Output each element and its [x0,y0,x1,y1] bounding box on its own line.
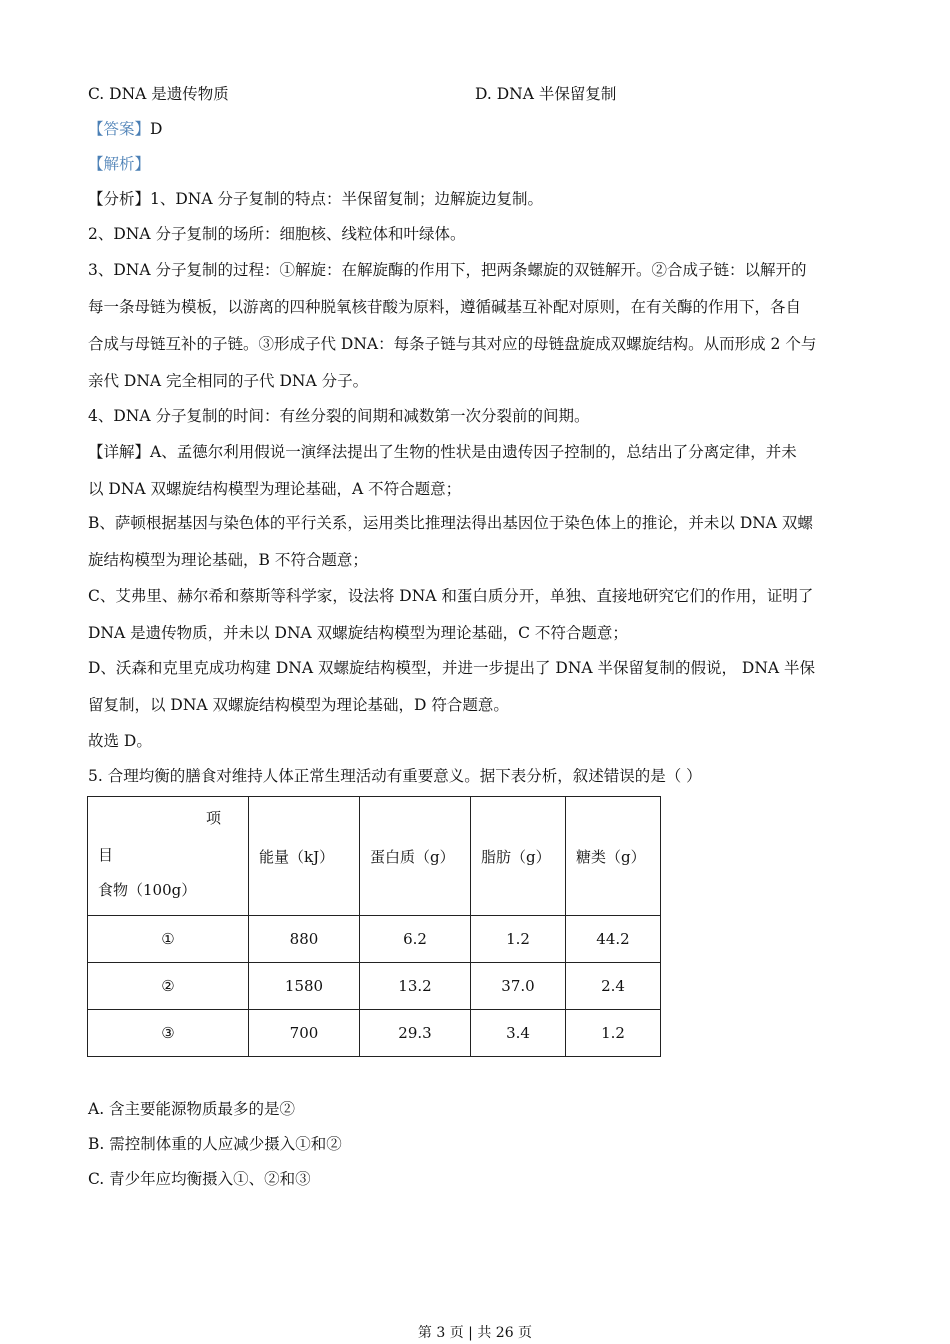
protein-cell: 6.2 [360,916,471,963]
food-cell: ② [88,963,249,1010]
paragraph-line: 故选 D。 [88,732,152,750]
header-sugar: 糖类（g） [566,797,661,916]
header-fat: 脂肪（g） [471,797,566,916]
choice-a: A. 含主要能源物质最多的是② [88,1100,296,1118]
paragraph-line: 3、DNA 分子复制的过程：①解旋：在解旋酶的作用下，把两条螺旋的双链解开。②合成子链：以解开的 [88,261,807,279]
answer-tag: 【答案】 [88,120,151,138]
table-row [88,1010,661,1057]
paragraph-line: DNA 是遗传物质，并未以 DNA 双螺旋结构模型为理论基础，C 不符合题意； [88,624,628,642]
fat-cell: 1.2 [471,916,566,963]
fat-cell: 3.4 [471,1010,566,1057]
paragraph-line: B、萨顿根据基因与染色体的平行关系，运用类比推理法得出基因位于染色体上的推论，并未以 DNA 双螺 [88,514,813,532]
food-cell: ① [88,916,249,963]
table-row [88,916,661,963]
food-cell: ③ [88,1010,249,1057]
table-header-row [88,797,661,916]
diagonal-header-cell [88,797,249,916]
header-food-label: 食物（100g） [98,881,197,899]
paragraph-line: D、沃森和克里克成功构建 DNA 双螺旋结构模型，并进一步提出了 DNA 半保留复制的假说， DNA 半保 [88,659,816,677]
paragraph-line: 每一条母链为模板，以游离的四种脱氧核苷酸为原料，遵循碱基互补配对原则，在有关酶的作用下，各自 [88,298,802,316]
paragraph-line: 【详解】A、孟德尔利用假说一演绎法提出了生物的性状是由遗传因子控制的，总结出了分离定律，并未 [88,443,797,461]
energy-cell: 1580 [249,963,360,1010]
energy-cell: 700 [249,1010,360,1057]
protein-cell: 29.3 [360,1010,471,1057]
table-row [88,963,661,1010]
paragraph-line: 以 DNA 双螺旋结构模型为理论基础，A 不符合题意； [88,480,462,498]
header-protein: 蛋白质（g） [360,797,471,916]
paragraph-line: 2、DNA 分子复制的场所：细胞核、线粒体和叶绿体。 [88,225,466,243]
sugar-cell: 2.4 [566,963,661,1010]
paragraph-line: C、艾弗里、赫尔希和蔡斯等科学家，设法将 DNA 和蛋白质分开，单独、直接地研究它们的作用，证明了 [88,587,814,605]
header-mu-char: 目 [98,846,114,864]
paragraph-line: 4、DNA 分子复制的时间：有丝分裂的间期和减数第一次分裂前的间期。 [88,407,590,425]
header-item-char: 项 [206,809,222,827]
paragraph-line: 【分析】1、DNA 分子复制的特点：半保留复制；边解旋边复制。 [88,190,543,208]
page-footer: 第 3 页 | 共 26 页 [417,1325,533,1341]
sugar-cell: 44.2 [566,916,661,963]
paragraph-line: 旋结构模型为理论基础，B 不符合题意； [88,551,368,569]
option-d: D. DNA 半保留复制 [475,85,617,103]
paragraph-line: 亲代 DNA 完全相同的子代 DNA 分子。 [88,372,369,390]
question-text: 5. 合理均衡的膳食对维持人体正常生理活动有重要意义。据下表分析，叙述错误的是（ ） [88,767,702,785]
paragraph-line: 合成与母链互补的子链。③形成子代 DNA：每条子链与其对应的母链盘旋成双螺旋结构。从而形成 2 个与 [88,335,817,353]
fat-cell: 37.0 [471,963,566,1010]
sugar-cell: 1.2 [566,1010,661,1057]
options-row [88,82,788,102]
nutrition-table [87,796,661,1057]
answer-value: D [150,120,163,138]
choice-c: C. 青少年应均衡摄入①、②和③ [88,1170,311,1188]
energy-cell: 880 [249,916,360,963]
protein-cell: 13.2 [360,963,471,1010]
header-energy: 能量（kJ） [249,797,360,916]
paragraph-line: 留复制，以 DNA 双螺旋结构模型为理论基础，D 符合题意。 [88,696,509,714]
analysis-tag: 【解析】 [88,155,151,173]
option-c: C. DNA 是遗传物质 [88,85,229,103]
answer-line [88,117,162,139]
choice-b: B. 需控制体重的人应减少摄入①和② [88,1135,342,1153]
